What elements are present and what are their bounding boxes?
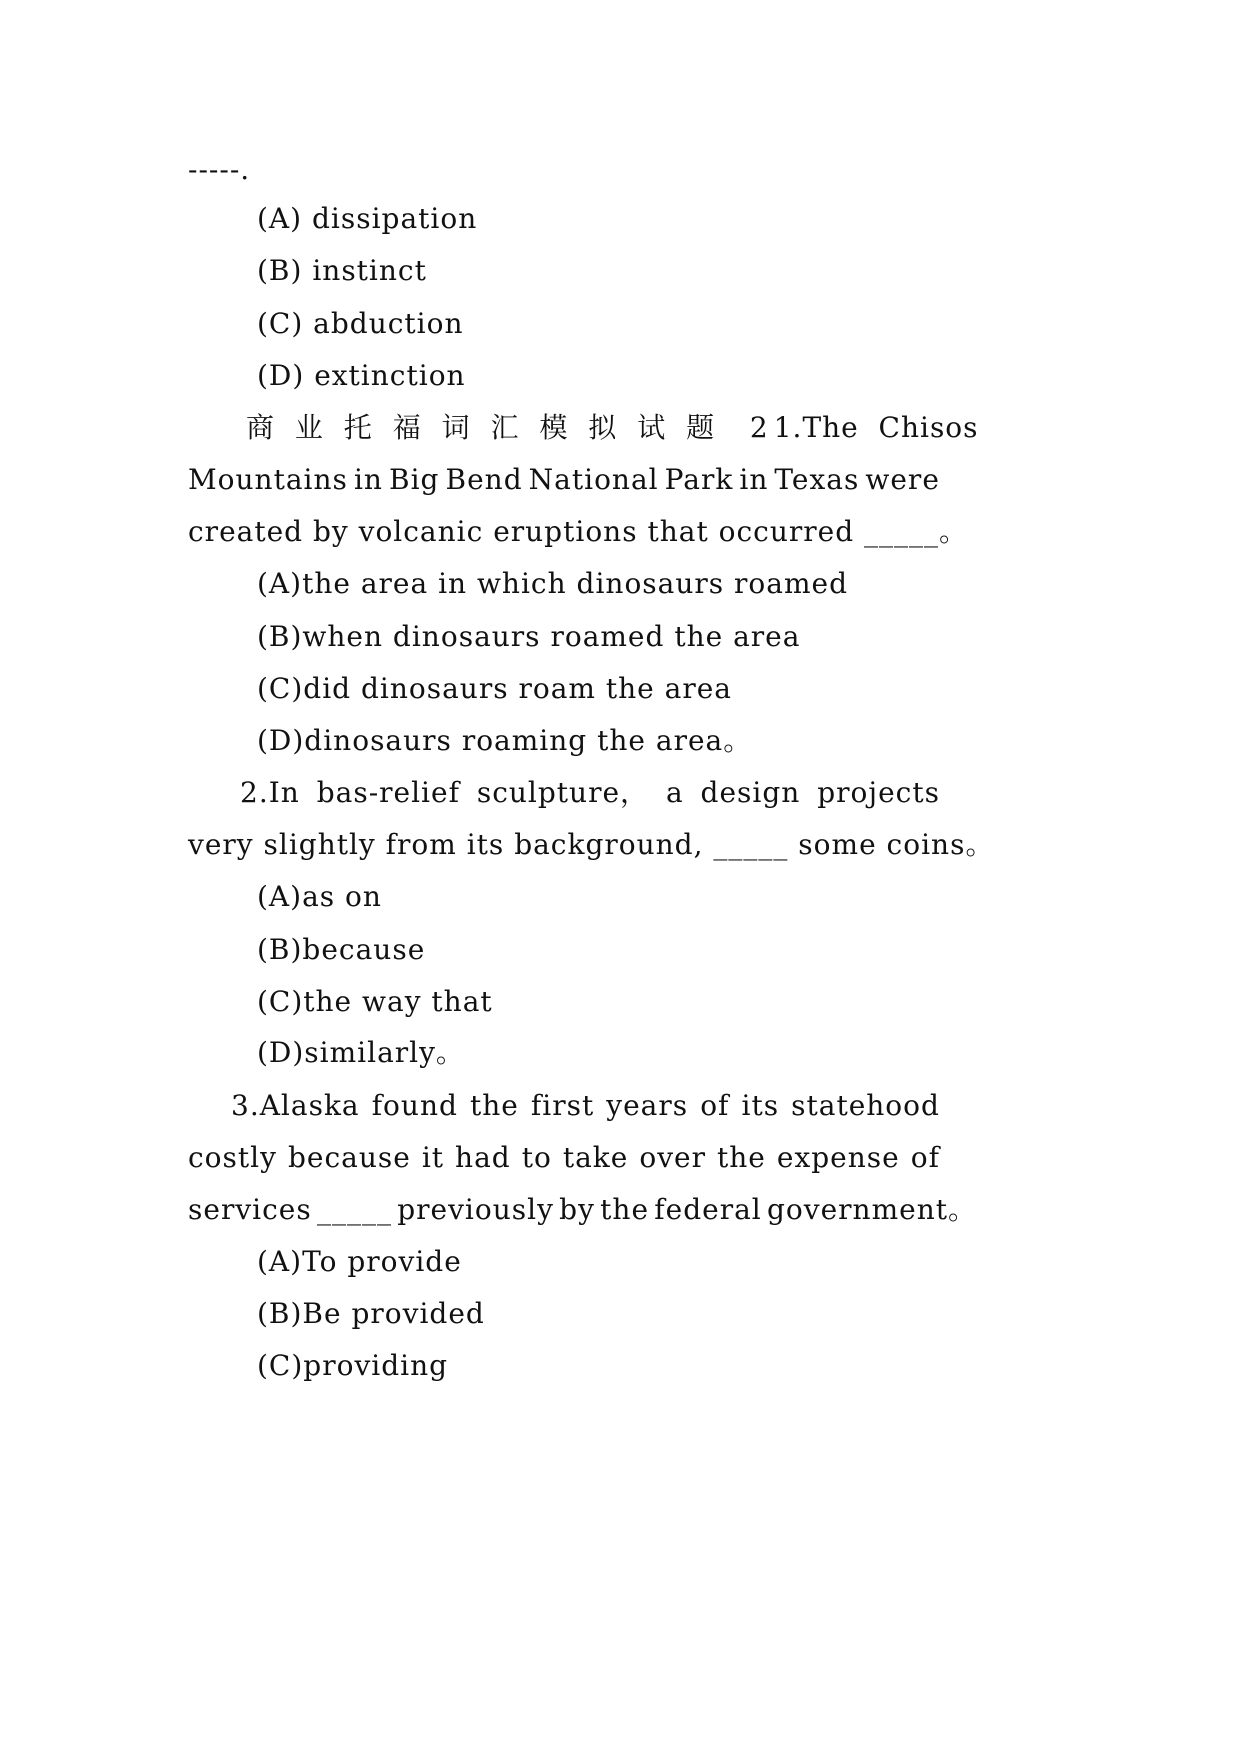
word: Big bbox=[389, 463, 440, 496]
word: had bbox=[455, 1141, 511, 1174]
word: 2.In bbox=[240, 776, 300, 809]
q2-option-c: (C)the way that bbox=[257, 985, 493, 1018]
word: were bbox=[865, 463, 940, 496]
prev-option-a: (A) dissipation bbox=[257, 202, 478, 235]
word: bas-relief bbox=[316, 776, 460, 809]
q2-line-2: very slightly from its background, _____ some coins。 bbox=[188, 828, 995, 861]
q1-option-d: (D)dinosaurs roaming the area。 bbox=[257, 724, 753, 757]
word: Park bbox=[664, 463, 734, 496]
word: first bbox=[530, 1089, 595, 1122]
q1-line-3: created by volcanic eruptions that occurred _____。 bbox=[188, 515, 969, 548]
word: projects bbox=[817, 776, 940, 809]
q2-line-1 bbox=[240, 773, 940, 813]
q3-option-b: (B)Be provided bbox=[257, 1297, 485, 1330]
word: expense bbox=[776, 1141, 900, 1174]
prev-option-d: (D) extinction bbox=[257, 359, 466, 392]
word: the bbox=[469, 1089, 519, 1122]
q1-option-c: (C)did dinosaurs roam the area bbox=[257, 672, 732, 705]
q1-start: 1.The Chisos bbox=[773, 411, 979, 444]
word: _____ bbox=[316, 1193, 392, 1226]
word: Texas bbox=[774, 463, 860, 496]
q3-option-c: (C)providing bbox=[257, 1349, 449, 1382]
q3-option-a: (A)To provide bbox=[257, 1245, 462, 1278]
word: in bbox=[739, 463, 769, 496]
word: to bbox=[521, 1141, 552, 1174]
word: it bbox=[421, 1141, 445, 1174]
word: Bend bbox=[445, 463, 523, 496]
q3-line-3 bbox=[188, 1190, 977, 1230]
q2-option-d: (D)similarly。 bbox=[257, 1036, 465, 1069]
word: the bbox=[717, 1141, 766, 1174]
word: National bbox=[528, 463, 659, 496]
word: because bbox=[287, 1141, 411, 1174]
q2-option-a: (A)as on bbox=[257, 880, 382, 913]
previous-question-tail: -----. bbox=[188, 153, 251, 186]
q3-line-1 bbox=[231, 1086, 940, 1126]
word: of bbox=[700, 1089, 730, 1122]
section-heading-row bbox=[246, 408, 979, 448]
word: over bbox=[639, 1141, 706, 1174]
word: a bbox=[665, 776, 684, 809]
q3-line-2 bbox=[188, 1138, 940, 1178]
q1-option-b: (B)when dinosaurs roamed the area bbox=[257, 620, 801, 653]
word: sculpture， bbox=[476, 776, 650, 809]
word: years bbox=[606, 1089, 689, 1122]
word: 3.Alaska bbox=[231, 1089, 360, 1122]
q1-line-2 bbox=[188, 460, 940, 500]
word: government。 bbox=[766, 1193, 977, 1226]
word: in bbox=[353, 463, 383, 496]
word: found bbox=[371, 1089, 458, 1122]
q1-option-a: (A)the area in which dinosaurs roamed bbox=[257, 567, 849, 600]
word: Mountains bbox=[188, 463, 348, 496]
word: services bbox=[188, 1193, 312, 1226]
word: of bbox=[910, 1141, 940, 1174]
prev-option-c: (C) abduction bbox=[257, 307, 464, 340]
word: the bbox=[600, 1193, 650, 1226]
word: design bbox=[700, 776, 801, 809]
word: previously bbox=[397, 1193, 554, 1226]
word: take bbox=[562, 1141, 629, 1174]
word: federal bbox=[654, 1193, 762, 1226]
section-heading: 商 业 托 福 词 汇 模 拟 试 题 2 bbox=[246, 411, 774, 444]
word: statehood bbox=[791, 1089, 940, 1122]
prev-option-b: (B) instinct bbox=[257, 254, 427, 287]
q2-option-b: (B)because bbox=[257, 933, 426, 966]
word: its bbox=[741, 1089, 780, 1122]
word: costly bbox=[188, 1141, 277, 1174]
word: by bbox=[559, 1193, 595, 1226]
